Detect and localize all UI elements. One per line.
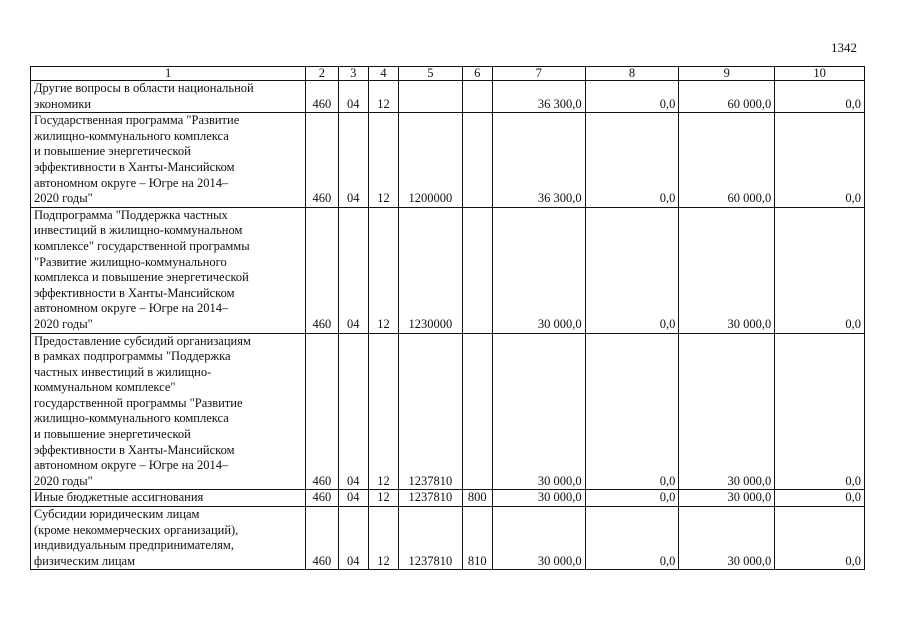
cell-col-4: 12 <box>368 507 398 570</box>
cell-col-5: 1200000 <box>399 113 463 208</box>
cell-col-2: 460 <box>306 333 338 490</box>
cell-col-6: 810 <box>462 507 492 570</box>
row-description: Подпрограмма "Поддержка частных инвестиций в жилищно-коммунальном комплексе" государственной программы "Развитие жилищно-коммунального комплекса и повышение энергетической эффективности в Ханты-Мансийском автономном округе – Югре на 2014– 2020 годы" <box>31 207 306 333</box>
column-header: 2 <box>306 67 338 81</box>
page-number: 1342 <box>831 40 857 55</box>
table-row <box>31 490 865 507</box>
cell-col-4: 12 <box>368 333 398 490</box>
cell-col-10: 0,0 <box>775 507 865 570</box>
table-row <box>31 333 865 490</box>
table-row <box>31 113 865 208</box>
cell-col-3: 04 <box>338 207 368 333</box>
cell-col-10: 0,0 <box>775 333 865 490</box>
cell-col-4: 12 <box>368 490 398 507</box>
table-row <box>31 81 865 113</box>
cell-col-5: 1237810 <box>399 490 463 507</box>
column-header: 4 <box>368 67 398 81</box>
cell-col-8: 0,0 <box>585 333 679 490</box>
table-row <box>31 507 865 570</box>
cell-col-3: 04 <box>338 81 368 113</box>
header-row <box>31 67 865 81</box>
cell-col-9: 30 000,0 <box>679 207 775 333</box>
column-header: 1 <box>31 67 306 81</box>
cell-col-7: 30 000,0 <box>492 207 585 333</box>
column-header: 7 <box>492 67 585 81</box>
cell-col-8: 0,0 <box>585 113 679 208</box>
cell-col-5 <box>399 81 463 113</box>
cell-col-8: 0,0 <box>585 490 679 507</box>
column-header: 3 <box>338 67 368 81</box>
cell-col-9: 60 000,0 <box>679 113 775 208</box>
cell-col-6: 800 <box>462 490 492 507</box>
row-description: Иные бюджетные ассигнования <box>31 490 306 507</box>
cell-col-4: 12 <box>368 113 398 208</box>
cell-col-7: 36 300,0 <box>492 81 585 113</box>
column-header: 10 <box>775 67 865 81</box>
cell-col-3: 04 <box>338 333 368 490</box>
column-header: 9 <box>679 67 775 81</box>
cell-col-9: 30 000,0 <box>679 333 775 490</box>
cell-col-2: 460 <box>306 507 338 570</box>
cell-col-2: 460 <box>306 113 338 208</box>
cell-col-7: 36 300,0 <box>492 113 585 208</box>
cell-col-2: 460 <box>306 81 338 113</box>
cell-col-10: 0,0 <box>775 81 865 113</box>
cell-col-5: 1237810 <box>399 507 463 570</box>
table-row <box>31 207 865 333</box>
column-header: 6 <box>462 67 492 81</box>
cell-col-2: 460 <box>306 490 338 507</box>
cell-col-8: 0,0 <box>585 507 679 570</box>
cell-col-4: 12 <box>368 81 398 113</box>
column-header: 8 <box>585 67 679 81</box>
cell-col-9: 30 000,0 <box>679 507 775 570</box>
budget-table <box>30 66 865 570</box>
cell-col-5: 1237810 <box>399 333 463 490</box>
cell-col-7: 30 000,0 <box>492 333 585 490</box>
row-description: Государственная программа "Развитие жилищно-коммунального комплекса и повышение энергетической эффективности в Ханты-Мансийском автономном округе – Югре на 2014– 2020 годы" <box>31 113 306 208</box>
cell-col-3: 04 <box>338 113 368 208</box>
column-header: 5 <box>399 67 463 81</box>
cell-col-8: 0,0 <box>585 207 679 333</box>
cell-col-10: 0,0 <box>775 207 865 333</box>
cell-col-3: 04 <box>338 507 368 570</box>
cell-col-3: 04 <box>338 490 368 507</box>
row-description: Субсидии юридическим лицам (кроме некоммерческих организаций), индивидуальным предпринимателям, физическим лицам <box>31 507 306 570</box>
cell-col-2: 460 <box>306 207 338 333</box>
cell-col-4: 12 <box>368 207 398 333</box>
cell-col-10: 0,0 <box>775 490 865 507</box>
cell-col-9: 60 000,0 <box>679 81 775 113</box>
cell-col-6 <box>462 333 492 490</box>
cell-col-10: 0,0 <box>775 113 865 208</box>
row-description: Другие вопросы в области национальной экономики <box>31 81 306 113</box>
row-description: Предоставление субсидий организациям в рамках подпрограммы "Поддержка частных инвестиций в жилищно- коммунальном комплексе" государственной программы "Развитие жилищно-коммунального комплекса и повышение энергетической эффективности в Ханты-Мансийском автономном округе – Югре на 2014– 2020 годы" <box>31 333 306 490</box>
cell-col-6 <box>462 207 492 333</box>
cell-col-8: 0,0 <box>585 81 679 113</box>
cell-col-9: 30 000,0 <box>679 490 775 507</box>
cell-col-6 <box>462 81 492 113</box>
cell-col-7: 30 000,0 <box>492 490 585 507</box>
cell-col-5: 1230000 <box>399 207 463 333</box>
cell-col-6 <box>462 113 492 208</box>
cell-col-7: 30 000,0 <box>492 507 585 570</box>
